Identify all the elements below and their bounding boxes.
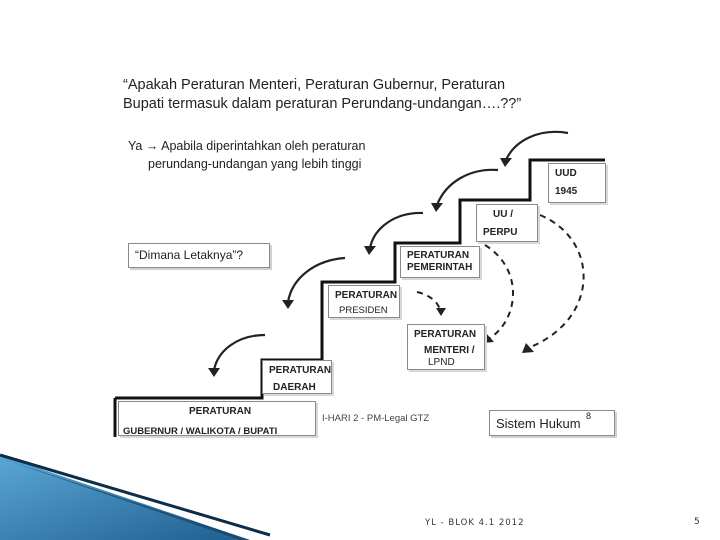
box-perpres: [328, 285, 400, 318]
box-permen: [407, 324, 485, 370]
arrow-perda: [214, 335, 265, 370]
box-permen-line3: LPND: [428, 357, 455, 368]
box-perda-line1: PERATURAN: [269, 365, 332, 376]
box-uu-line1: UU /: [493, 209, 513, 220]
where-label-box: [128, 243, 270, 268]
box-uud: [548, 163, 606, 203]
where-label: “Dimana Letaknya”?: [135, 248, 244, 262]
box-uu-line2: PERPU: [483, 227, 518, 238]
box-uu-perpu: [476, 204, 538, 242]
page-number: 5: [694, 517, 700, 527]
system-label-box: [489, 410, 615, 436]
answer-line-1: Ya → Apabila diperintahkan oleh peraturan: [128, 139, 366, 153]
answer-line-2: perundang-undangan yang lebih tinggi: [148, 157, 362, 171]
question-text: “Apakah Peraturan Menteri, Peraturan Gubernur, Peraturan Bupati termasuk dalam peraturan Perundang-undangan….??”: [123, 77, 522, 112]
box-uud-line2: 1945: [555, 186, 578, 197]
box-pergub: [118, 401, 316, 436]
box-perpres-line1: PERATURAN: [335, 290, 398, 301]
box-pp-line2: PEMERINTAH: [407, 262, 473, 273]
dashed-arrow-perpres: [417, 292, 440, 310]
box-permen-line2: MENTERI /: [424, 345, 475, 356]
box-permen-line1: PERATURAN: [414, 329, 477, 340]
source-text: I-HARI 2 - PM-Legal GTZ: [322, 413, 430, 424]
box-pergub-line1: PERATURAN: [189, 406, 252, 417]
box-pp: [400, 246, 480, 278]
box-perda-line2: DAERAH: [273, 382, 316, 393]
box-pergub-line2: GUBERNUR / WALIKOTA / BUPATI: [123, 426, 278, 437]
box-perda: [262, 360, 332, 394]
answer-text: [128, 137, 388, 173]
box-perpres-line2: PRESIDEN: [339, 305, 388, 316]
dashed-arrow-uu: [485, 245, 513, 338]
arrow-uud: [506, 132, 568, 160]
system-label: Sistem Hukum: [496, 416, 581, 431]
box-pp-line1: PERATURAN: [407, 250, 470, 261]
system-note: 8: [586, 411, 592, 421]
footer-text: YL - BLOK 4.1 2012: [425, 518, 525, 528]
box-uud-line1: UUD: [555, 168, 577, 179]
